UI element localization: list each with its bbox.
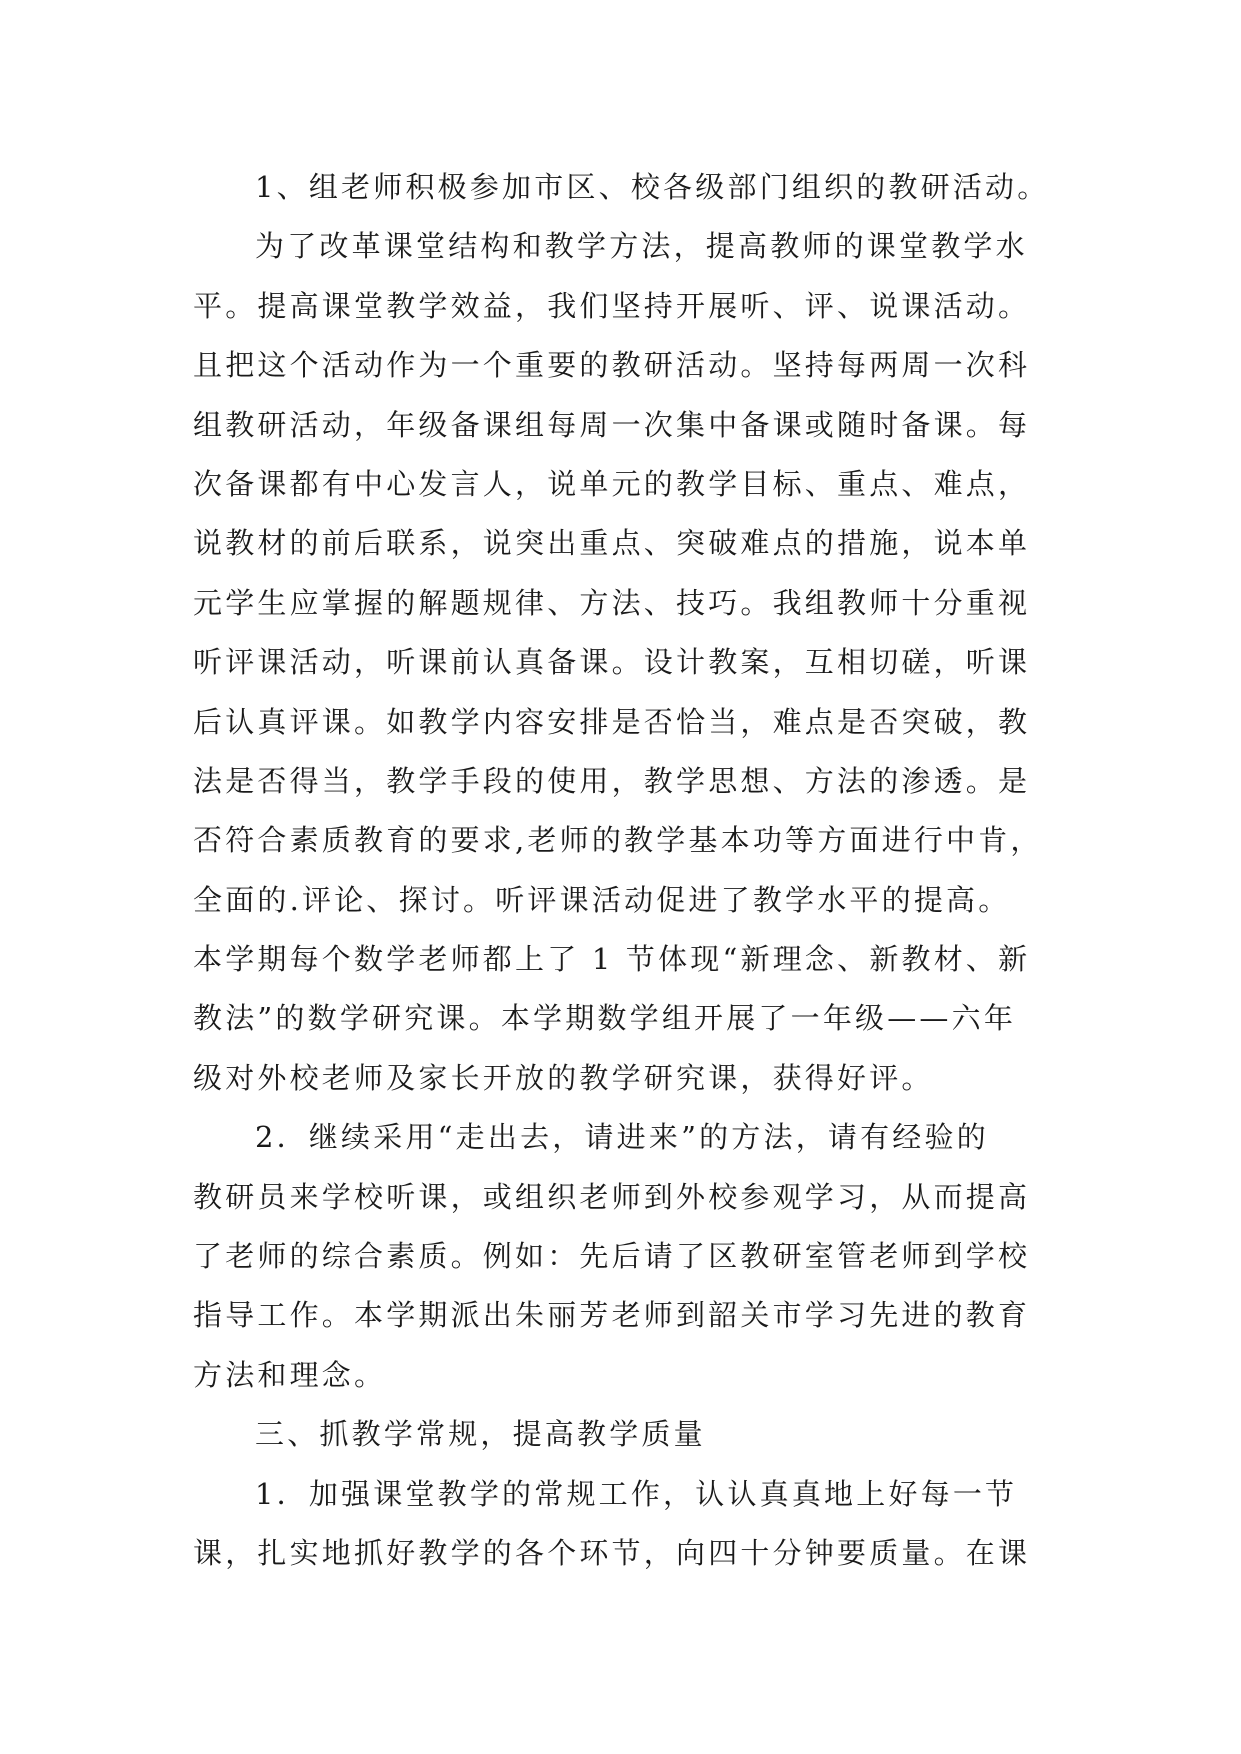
text-line: 1、组老师积极参加市区、校各级部门组织的教研活动。 xyxy=(255,170,1050,204)
text-line: 否符合素质教育的要求,老师的教学基本功等方面进行中肯， xyxy=(193,823,1043,858)
text-line: 听评课活动，听课前认真备课。设计教案，互相切磋，听课 xyxy=(193,645,1031,680)
text-line: 1．加强课堂教学的常规工作，认认真真地上好每一节 xyxy=(255,1476,1018,1511)
text-line: 全面的.评论、探讨。听评课活动促进了教学水平的提高。 xyxy=(193,882,1011,917)
text-line: 级对外校老师及家长开放的教学研究课，获得好评。 xyxy=(193,1060,934,1095)
text-line: 2．继续采用“走出去，请进来”的方法，请有经验的 xyxy=(255,1120,989,1155)
text-line: 方法和理念。 xyxy=(193,1357,387,1392)
text-line: 次备课都有中心发言人，说单元的教学目标、重点、难点， xyxy=(193,466,1031,501)
text-line: 本学期每个数学老师都上了 1 节体现“新理念、新教材、新 xyxy=(193,942,1031,977)
text-line: 组教研活动，年级备课组每周一次集中备课或随时备课。每 xyxy=(193,407,1031,442)
document-body xyxy=(193,158,1073,1583)
text-line: 教研员来学校听课，或组织老师到外校参观学习，从而提高 xyxy=(193,1179,1031,1214)
text-line: 课，扎实地抓好教学的各个环节，向四十分钟要质量。在课 xyxy=(193,1535,1031,1570)
text-line: 平。提高课堂教学效益，我们坚持开展听、评、说课活动。 xyxy=(193,288,1031,323)
section-heading: 三、抓教学常规，提高教学质量 xyxy=(255,1417,706,1452)
text-line: 法是否得当，教学手段的使用，教学思想、方法的渗透。是 xyxy=(193,763,1031,798)
text-line: 指导工作。本学期派出朱丽芳老师到韶关市学习先进的教育 xyxy=(193,1298,1031,1333)
text-line: 说教材的前后联系，说突出重点、突破难点的措施，说本单 xyxy=(193,526,1031,561)
text-line: 了老师的综合素质。例如：先后请了区教研室管老师到学校 xyxy=(193,1239,1031,1274)
text-line: 为了改革课堂结构和教学方法，提高教师的课堂教学水 xyxy=(255,229,1028,264)
text-line: 且把这个活动作为一个重要的教研活动。坚持每两周一次科 xyxy=(193,348,1031,383)
text-line: 元学生应掌握的解题规律、方法、技巧。我组教师十分重视 xyxy=(193,585,1031,620)
text-line: 教法”的数学研究课。本学期数学组开展了一年级——六年 xyxy=(193,1001,1017,1036)
text-line: 后认真评课。如教学内容安排是否恰当，难点是否突破，教 xyxy=(193,704,1031,739)
